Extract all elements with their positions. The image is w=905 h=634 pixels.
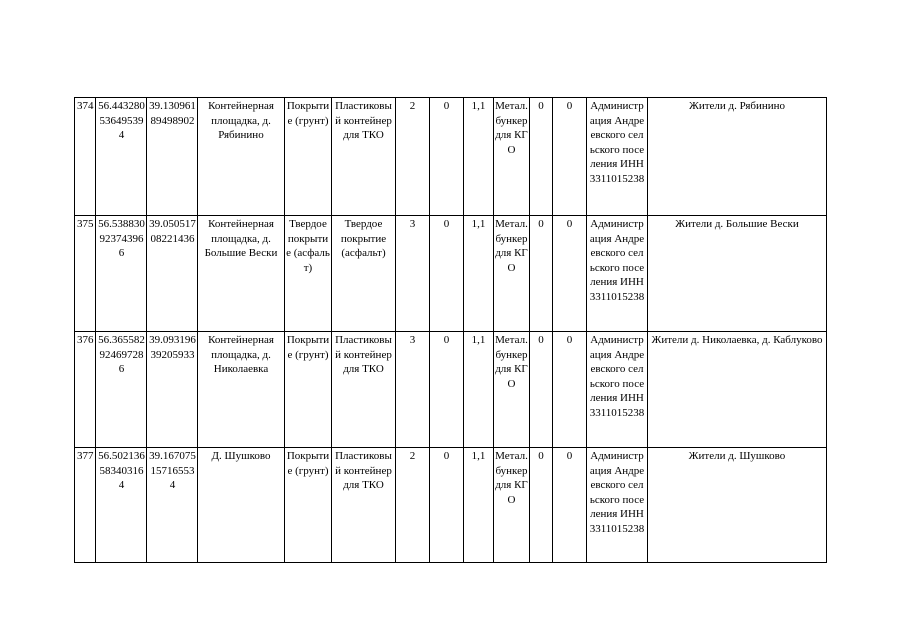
longitude-cell: 39.09319639205933 xyxy=(147,332,198,448)
kgo-planned-cell: 0 xyxy=(553,98,587,216)
kgo-planned-cell: 0 xyxy=(553,216,587,332)
volume-cell: 1,1 xyxy=(464,98,494,216)
surface-cell: Твердое покрытие (асфальт) xyxy=(285,216,332,332)
surface-cell: Покрытие (грунт) xyxy=(285,332,332,448)
kgo-bin-cell: Метал. бункер для КГО xyxy=(494,332,530,448)
row-number: 377 xyxy=(75,448,96,563)
waste-sources-cell: Жители д. Шушково xyxy=(648,448,827,563)
owner-cell: Администрация Андреевского сельского поселения ИНН 3311015238 xyxy=(587,216,648,332)
latitude-cell: 56.50213658340316 4 xyxy=(96,448,147,563)
planned-count-cell: 0 xyxy=(430,332,464,448)
container-type-cell: Пластиковый контейнер для ТКО xyxy=(332,332,396,448)
longitude-cell: 39.13096189498902 xyxy=(147,98,198,216)
kgo-bin-cell: Метал. бункер для КГО xyxy=(494,216,530,332)
location-cell: Контейнерная площадка, д. Большие Вески xyxy=(198,216,285,332)
latitude-cell: 56.53883092374396 6 xyxy=(96,216,147,332)
planned-count-cell: 0 xyxy=(430,98,464,216)
kgo-planned-cell: 0 xyxy=(553,448,587,563)
longitude-cell: 39.05051708221436 xyxy=(147,216,198,332)
volume-cell: 1,1 xyxy=(464,448,494,563)
latitude-cell: 56.44328053649539 4 xyxy=(96,98,147,216)
table-row xyxy=(75,448,827,563)
registry-table xyxy=(74,97,827,563)
owner-cell: Администрация Андреевского сельского поселения ИНН 3311015238 xyxy=(587,448,648,563)
planned-count-cell: 0 xyxy=(430,216,464,332)
row-number: 374 xyxy=(75,98,96,216)
waste-sources-cell: Жители д. Николаевка, д. Каблуково xyxy=(648,332,827,448)
kgo-bin-cell: Метал. бункер для КГО xyxy=(494,448,530,563)
kgo-bin-cell: Метал. бункер для КГО xyxy=(494,98,530,216)
container-count-cell: 3 xyxy=(396,332,430,448)
table-row xyxy=(75,216,827,332)
container-type-cell: Пластиковый контейнер для ТКО xyxy=(332,448,396,563)
location-cell: Контейнерная площадка, д. Рябинино xyxy=(198,98,285,216)
longitude-cell: 39.167075157165534 xyxy=(147,448,198,563)
planned-count-cell: 0 xyxy=(430,448,464,563)
surface-cell: Покрытие (грунт) xyxy=(285,448,332,563)
location-cell: Д. Шушково xyxy=(198,448,285,563)
location-cell: Контейнерная площадка, д. Николаевка xyxy=(198,332,285,448)
row-number: 375 xyxy=(75,216,96,332)
row-number: 376 xyxy=(75,332,96,448)
container-count-cell: 3 xyxy=(396,216,430,332)
table-row xyxy=(75,98,827,216)
latitude-cell: 56.36558292469728 6 xyxy=(96,332,147,448)
surface-cell: Покрытие (грунт) xyxy=(285,98,332,216)
waste-sources-cell: Жители д. Рябинино xyxy=(648,98,827,216)
kgo-count-cell: 0 xyxy=(530,332,553,448)
container-type-cell: Пластиковый контейнер для ТКО xyxy=(332,98,396,216)
volume-cell: 1,1 xyxy=(464,332,494,448)
kgo-planned-cell: 0 xyxy=(553,332,587,448)
kgo-count-cell: 0 xyxy=(530,98,553,216)
kgo-count-cell: 0 xyxy=(530,448,553,563)
container-count-cell: 2 xyxy=(396,98,430,216)
table-row xyxy=(75,332,827,448)
waste-sources-cell: Жители д. Большие Вески xyxy=(648,216,827,332)
kgo-count-cell: 0 xyxy=(530,216,553,332)
owner-cell: Администрация Андреевского сельского поселения ИНН 3311015238 xyxy=(587,332,648,448)
container-count-cell: 2 xyxy=(396,448,430,563)
owner-cell: Администрация Андреевского сельского поселения ИНН 3311015238 xyxy=(587,98,648,216)
container-type-cell: Твердое покрытие (асфальт) xyxy=(332,216,396,332)
volume-cell: 1,1 xyxy=(464,216,494,332)
